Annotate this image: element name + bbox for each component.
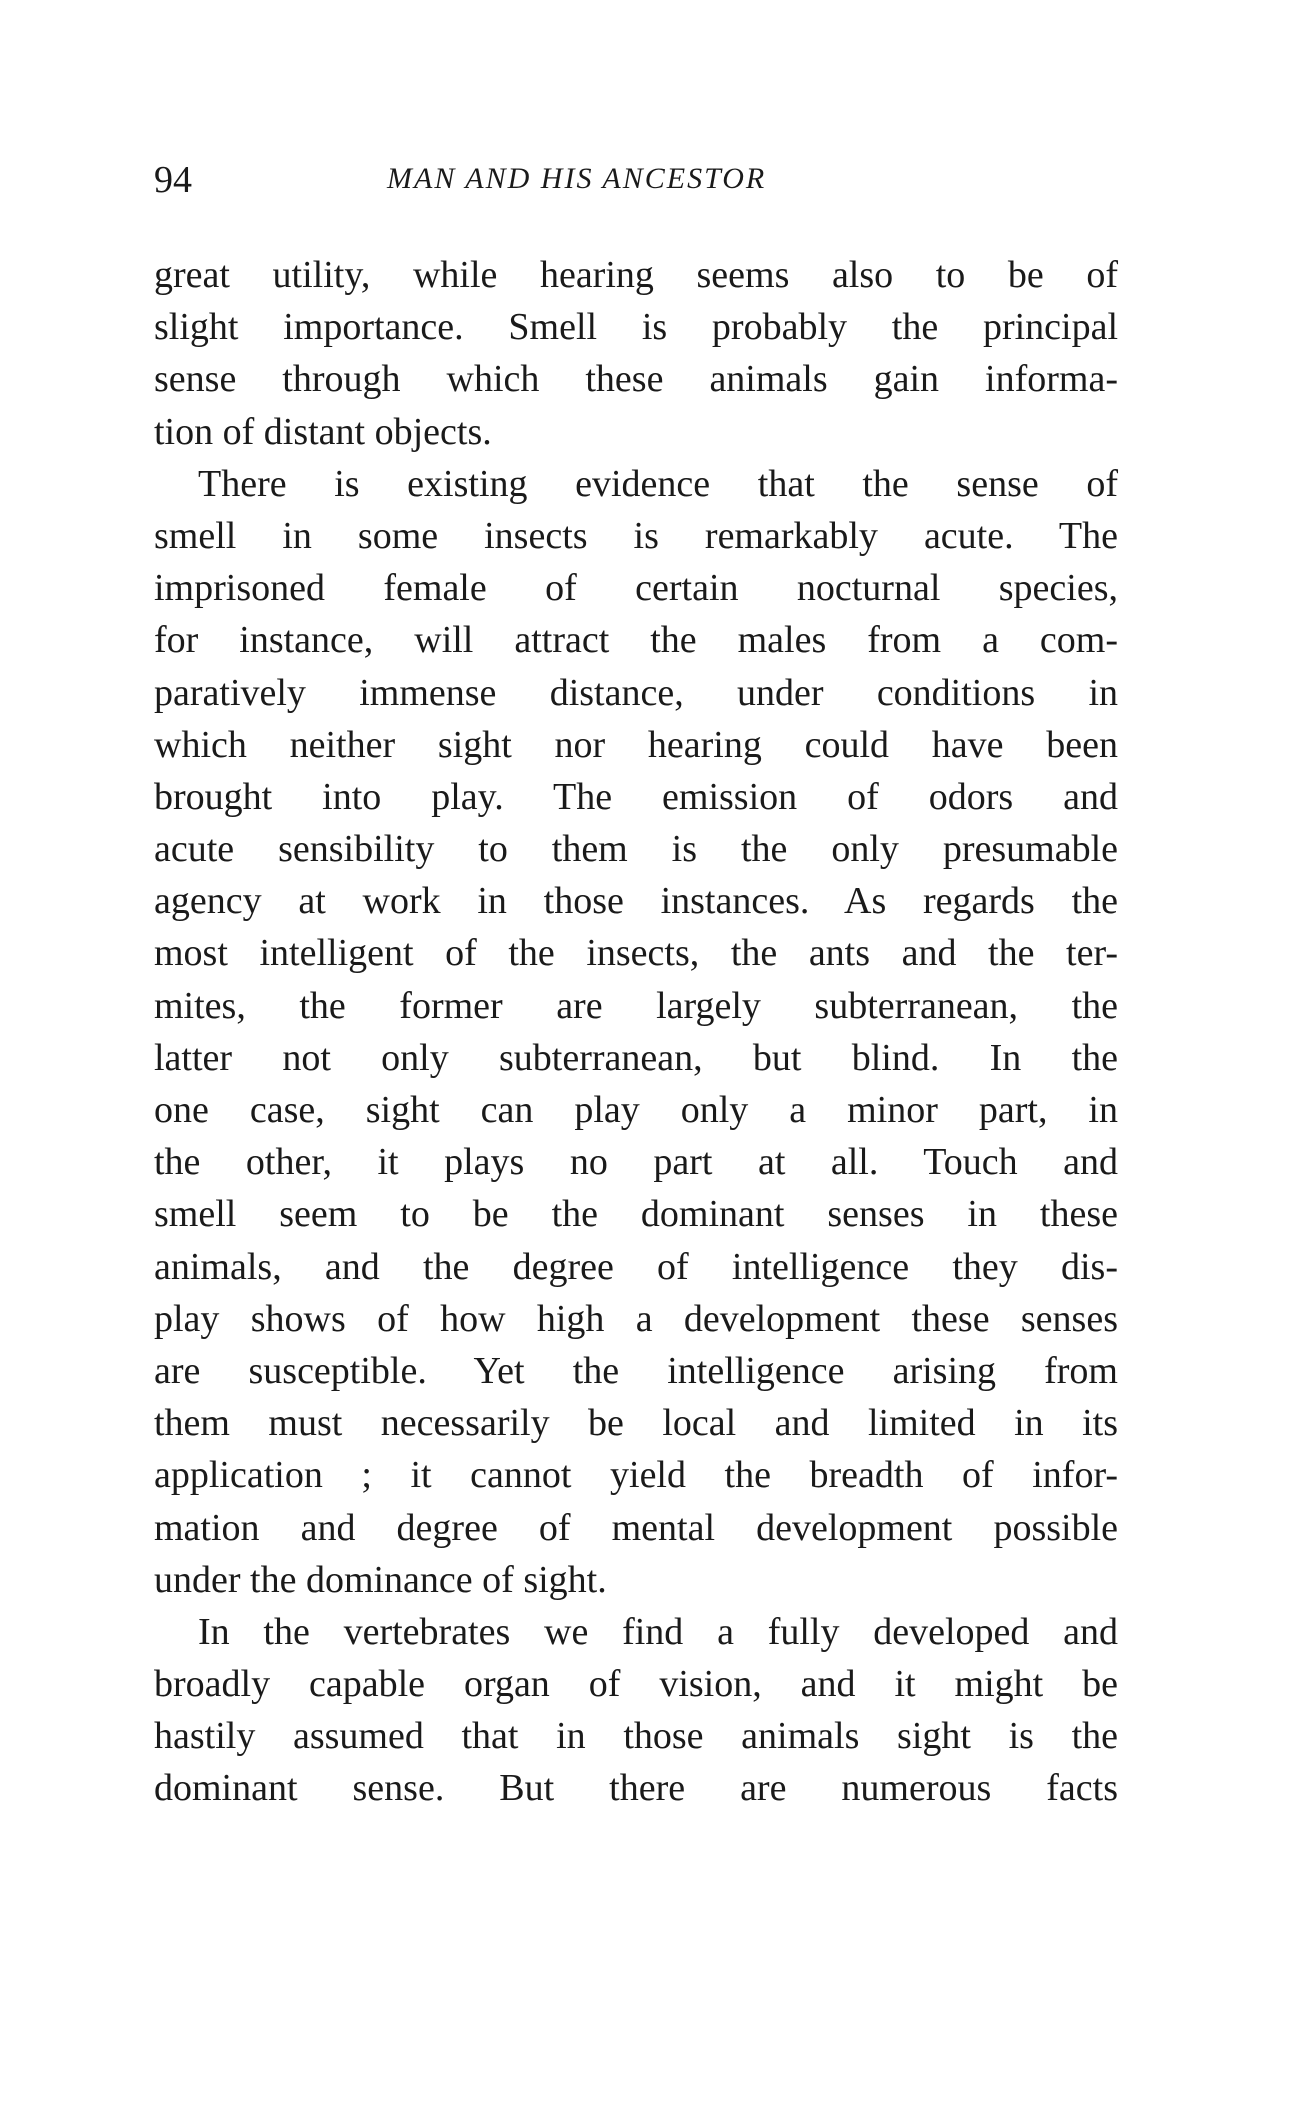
text-line: which neither sight nor hearing could have been bbox=[154, 723, 1118, 766]
text-line: In the vertebrates we find a fully developed and bbox=[198, 1610, 1118, 1653]
text-line: imprisoned female of certain nocturnal species, bbox=[154, 567, 1118, 610]
text-line: under the dominance of sight. bbox=[154, 1558, 607, 1601]
text-line: one case, sight can play only a minor part, in bbox=[154, 1089, 1118, 1131]
text-line: There is existing evidence that the sense of bbox=[198, 462, 1118, 505]
text-line: play shows of how high a development these senses bbox=[154, 1297, 1118, 1340]
body-text bbox=[154, 249, 1118, 1815]
text-line: them must necessarily be local and limited in its bbox=[154, 1402, 1118, 1445]
text-line: paratively immense distance, under conditions in bbox=[154, 671, 1118, 714]
text-line: are susceptible. Yet the intelligence arising from bbox=[154, 1349, 1118, 1392]
text-line: great utility, while hearing seems also to be of bbox=[154, 254, 1118, 296]
text-line: hastily assumed that in those animals sight is the bbox=[154, 1715, 1118, 1758]
text-line: brought into play. The emission of odors and bbox=[154, 775, 1118, 818]
text-line: dominant sense. But there are numerous facts bbox=[154, 1767, 1118, 1810]
text-line: mation and degree of mental development possible bbox=[154, 1506, 1118, 1549]
text-line: latter not only subterranean, but blind. In the bbox=[154, 1036, 1118, 1079]
page-number: 94 bbox=[154, 159, 192, 201]
text-line: slight importance. Smell is probably the principal bbox=[154, 306, 1118, 349]
text-line: agency at work in those instances. As regards the bbox=[154, 880, 1118, 923]
text-line: most intelligent of the insects, the ants and the ter- bbox=[154, 932, 1118, 975]
text-line: smell in some insects is remarkably acute. The bbox=[154, 514, 1118, 557]
text-line: broadly capable organ of vision, and it might be bbox=[154, 1663, 1118, 1706]
text-line: smell seem to be the dominant senses in these bbox=[154, 1193, 1118, 1236]
text-line: the other, it plays no part at all. Touch and bbox=[154, 1141, 1118, 1184]
text-line: tion of distant objects. bbox=[154, 410, 492, 453]
text-line: animals, and the degree of intelligence they dis- bbox=[154, 1245, 1118, 1288]
text-line: mites, the former are largely subterranean, the bbox=[154, 984, 1118, 1027]
text-line: application ; it cannot yield the breadth of infor- bbox=[154, 1454, 1118, 1497]
page-header bbox=[154, 158, 1118, 208]
text-line: sense through which these animals gain informa- bbox=[154, 358, 1118, 401]
running-title: MAN AND HIS ANCESTOR bbox=[387, 162, 767, 195]
text-line: for instance, will attract the males from a com- bbox=[154, 619, 1118, 662]
text-line: acute sensibility to them is the only presumable bbox=[154, 828, 1118, 871]
